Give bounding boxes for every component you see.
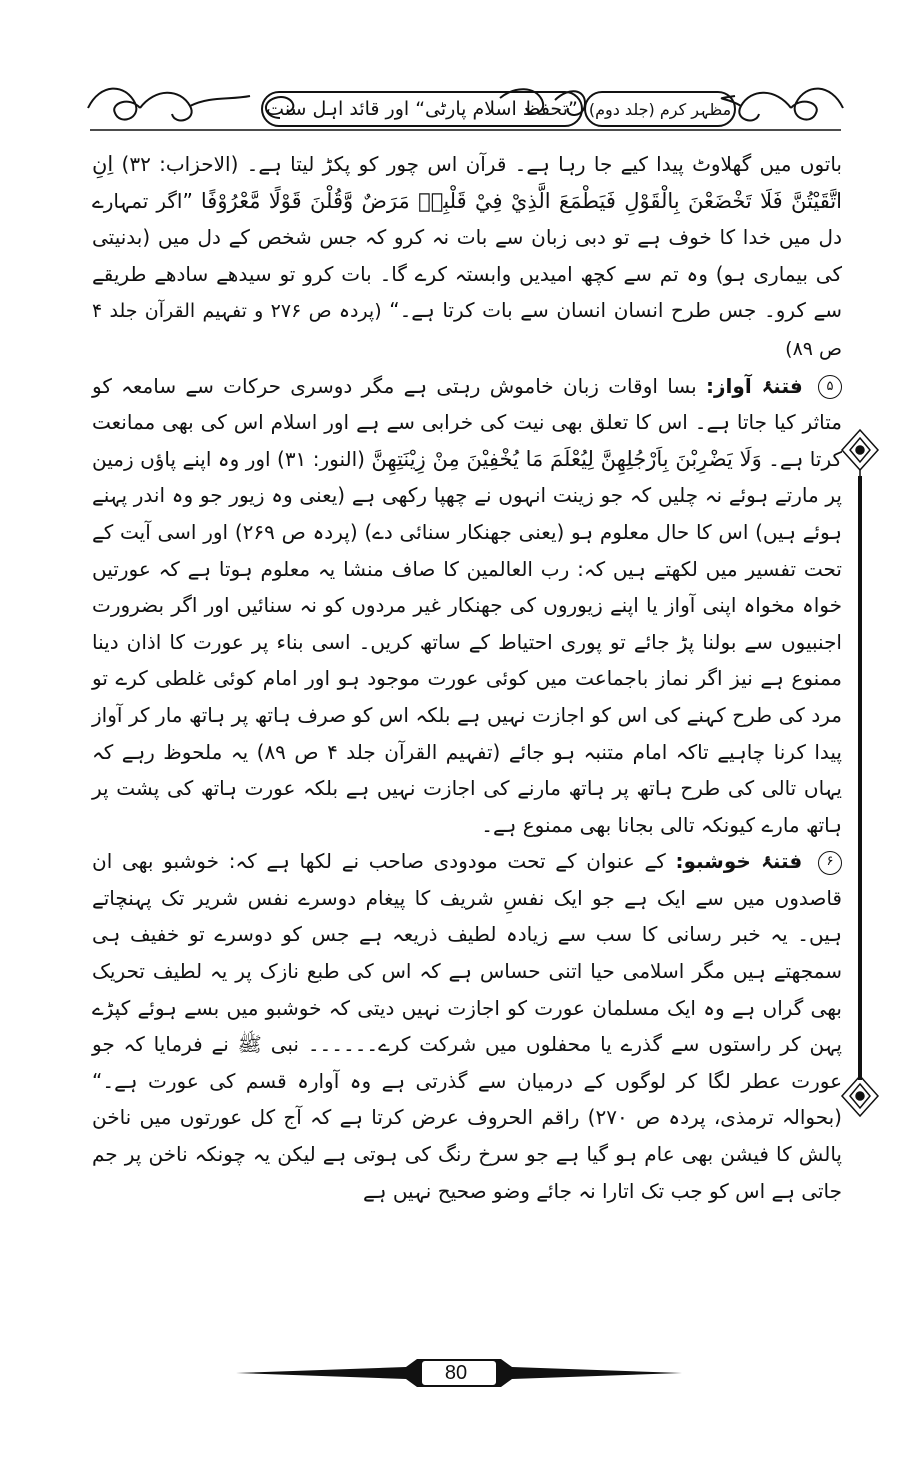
paragraph-2 [92, 368, 842, 844]
paragraph-1-translation: ”اگر تمہارے دل میں خدا کا خوف ہے تو دبی زبان سے بات نہ کرو کہ جس شخص کے دل میں (بدنیتی کی بیماری ہو) وہ تم سے کچھ امیدیں وابستہ کرے گا۔ بات کرو تو سیدھے سادھے طریقے سے کرو۔ جس طرح انسان انسان سے بات کرتا ہے۔“ [92, 188, 843, 323]
section-number-6: ۶ [818, 851, 842, 875]
book-title: مظہر کرم (جلد دوم) [588, 99, 732, 119]
section-heading-fragrance: فتنۂ خوشبو: [675, 849, 803, 874]
paragraph-1-text: باتوں میں گھلاوٹ پیدا کیے جا رہا ہے۔ قرآن اس چور کو پکڑ لیتا ہے۔ (الاحزاب: ۳۲) [121, 152, 842, 176]
paragraph-1-reference: (پردہ ص ۲۷۶ و تفہیم القرآن جلد ۴ ص ۸۹) [92, 300, 842, 360]
paragraph-1 [92, 146, 842, 368]
section-heading-voice: فتنۂ آواز: [706, 373, 803, 398]
page-body [92, 146, 842, 1209]
quran-verse-1: اِنِ اتَّقَيْتُنَّ فَلَا تَخْضَعْنَ بِالْقَوْلِ فَيَطْمَعَ الَّذِيْ فِيْ قَلْبِهٖ مَرَضٌ وَّقُلْنَ قَوْلًا مَّعْرُوْفًا [92, 152, 843, 213]
section-number-5: ۵ [818, 375, 842, 399]
paragraph-3-text: کے عنوان کے تحت مودودی صاحب نے لکھا ہے کہ: خوشبو بھی ان قاصدوں میں سے ایک ہے جو ایک نفسِ شریف کا پیغام دوسرے نفس شریر تک پہنچاتے ہیں۔ یہ خبر رسانی کا سب سے زیادہ لطیف ذریعہ ہے جس کو دوسرے تو خفیف ہی سمجھتے ہیں مگر اسلامی حیا اتنی حساس ہے کہ اس کی طبع نازک پر یہ لطیف تحریک بھی گراں ہے وہ ایک مسلمان عورت کو اجازت نہیں دیتی کہ خوشبو میں بسے ہوئے کپڑے پہن کر راستوں سے گذرے یا محفلوں میں شرکت کرے۔۔۔۔۔۔ نبی ﷺ نے فرمایا کہ جو عورت عطر لگا کر لوگوں کے درمیان سے گذرتی ہے وہ آوارہ قسم کی عورت ہے۔“ (بحوالہ ترمذی، پردہ ص ۲۷۰) راقم الحروف عرض کرتا ہے کہ آج کل عورتوں میں ناخن پالش کا فیشن بھی عام ہو گیا ہے جو سرخ رنگ کی ہوتی ہے لیکن یہ چونکہ ناخن پر جم جاتی ہے اس کو جب تک اتارا نہ جائے وضو صحیح نہیں ہے [92, 849, 842, 1203]
paragraph-2-rest: (النور: ۳۱) اور وہ اپنے پاؤں زمین پر مارتے ہوئے نہ چلیں کہ جو زینت انہوں نے چھپا رکھی ہے (یعنی وہ زیور جو وہ اندر پہنے ہوئے ہیں) اس کا حال معلوم ہو (یعنی جھنکار سنائی دے) (پردہ ص ۲۶۹) اور اسی آیت کے تحت تفسیر میں لکھتے ہیں کہ: رب العالمین کا صاف منشا یہ معلوم ہوتا ہے کہ عورتیں خواہ مخواہ اپنی آواز یا اپنے زیوروں کی جھنکار غیر مردوں کو نہ سنائیں اور اگر بضرورت اجنبیوں سے بولنا پڑ جائے تو پوری احتیاط کے ساتھ کریں۔ اسی بناء پر عورت کا اذان دینا ممنوع ہے نیز اگر نماز باجماعت میں کوئی عورت موجود ہو اور امام کوئی غلطی کرے تو مرد کی طرح کہنے کی اس کو اجازت نہیں ہے بلکہ اس کو صرف ہاتھ پر ہاتھ مار کر آواز پیدا کرنا چاہیے تاکہ امام متنبہ ہو جائے (تفہیم القرآن جلد ۴ ص ۸۹) یہ ملحوظ رہے کہ یہاں تالی کی طرح ہاتھ پر ہاتھ مارنے کی اجازت نہیں ہے بلکہ عورت ہاتھ کی پشت پر ہاتھ مارے کیونکہ تالی بجانا بھی ممنوع ہے۔ [92, 446, 843, 837]
side-ornament [838, 428, 882, 1118]
quran-verse-2: وَلَا يَضْرِبْنَ بِاَرْجُلِهِنَّ لِيُعْلَمَ مَا يُخْفِيْنَ مِنْ زِيْنَتِهِنَّ [371, 446, 762, 471]
chapter-title: ”تحفظ اسلام پارٹی“ اور قائد اہل سنت [266, 98, 578, 120]
paragraph-2-text: بسا اوقات زبان خاموش رہتی ہے مگر دوسری حرکات سے سامعہ کو متاثر کیا جاتا ہے۔ اس کا تعلق بھی نیت کی خرابی سے ہے اور اسلام اس کی بھی ممانعت کرتا ہے۔ [92, 373, 842, 471]
page-number: 80 [444, 1361, 468, 1384]
paragraph-3 [92, 843, 842, 1209]
